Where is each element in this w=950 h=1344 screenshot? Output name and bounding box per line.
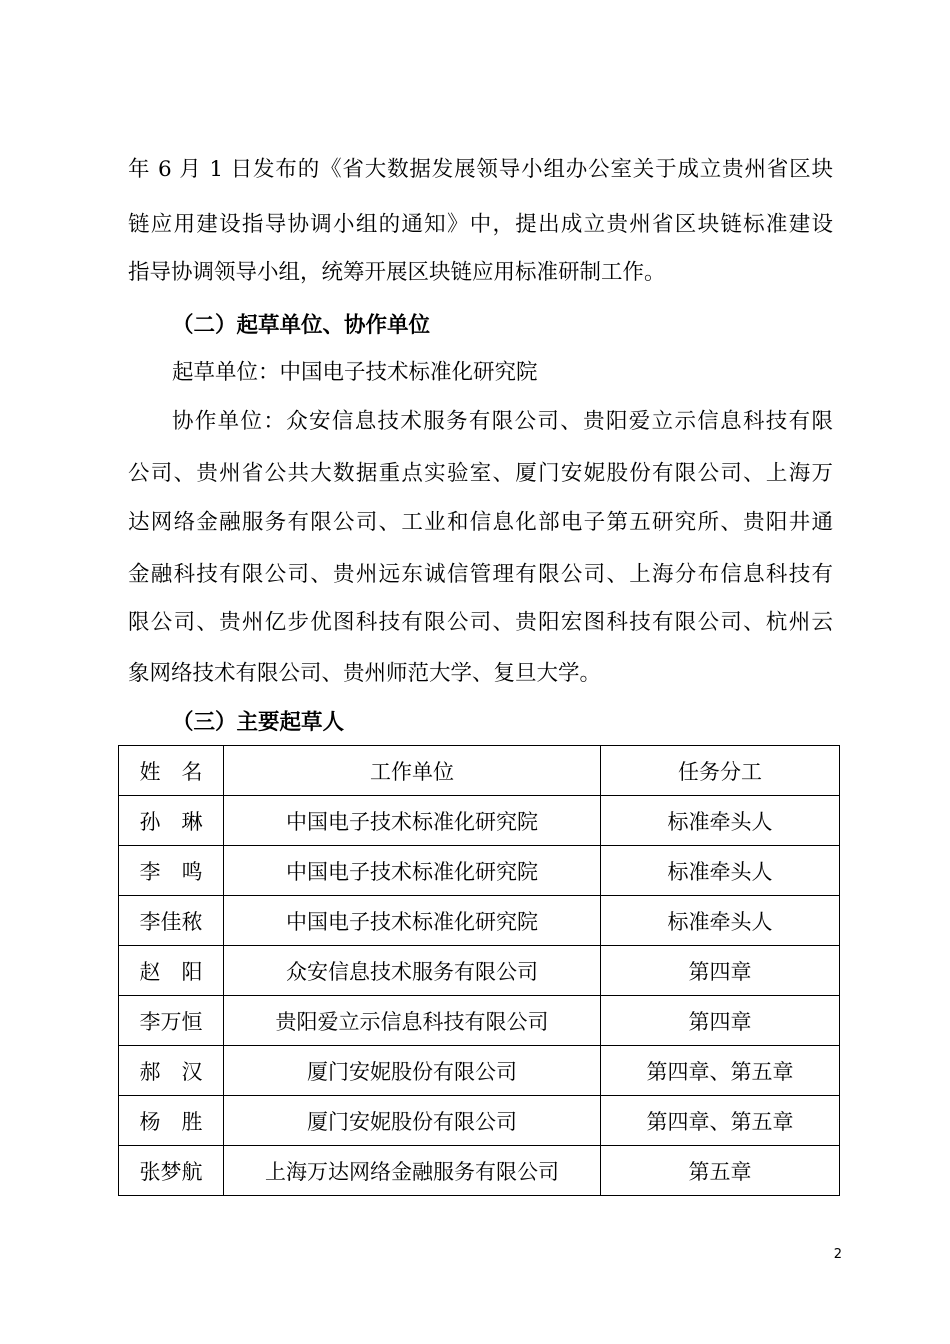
cell-name: 李万恒 [119,996,224,1046]
section-heading-main-drafters: （三）主要起草人 [172,710,345,735]
cell-task: 标准牵头人 [601,896,840,946]
table-row [119,1146,840,1196]
cell-name: 杨 胜 [119,1096,224,1146]
page-number: 2 [833,1247,842,1262]
header-organization: 工作单位 [224,746,601,796]
table-row [119,996,840,1046]
cell-name: 李佳秾 [119,896,224,946]
cell-name: 李 鸣 [119,846,224,896]
section-heading-drafting-units: （二）起草单位、协作单位 [172,313,431,338]
table-row [119,1096,840,1146]
cell-organization: 贵阳爱立示信息科技有限公司 [224,996,601,1046]
cell-organization: 厦门安妮股份有限公司 [224,1046,601,1096]
cell-task: 第四章 [601,996,840,1046]
table-header-row [119,746,840,796]
cell-task: 第四章、第五章 [601,1096,840,1146]
text-line: 公司、贵州省公共大数据重点实验室、厦门安妮股份有限公司、上海万 [128,461,833,486]
text-line: 年 6 月 1 日发布的《省大数据发展领导小组办公室关于成立贵州省区块 [128,157,833,182]
table-row [119,796,840,846]
table-row [119,896,840,946]
cell-task: 标准牵头人 [601,846,840,896]
cell-organization: 中国电子技术标准化研究院 [224,896,601,946]
table-row [119,1046,840,1096]
cell-name: 孙 琳 [119,796,224,846]
text-line: 指导协调领导小组，统筹开展区块链应用标准研制工作。 [128,260,666,285]
cell-name: 赵 阳 [119,946,224,996]
header-name: 姓 名 [119,746,224,796]
text-line: 限公司、贵州亿步优图科技有限公司、贵阳宏图科技有限公司、杭州云 [128,610,833,635]
cell-organization: 众安信息技术服务有限公司 [224,946,601,996]
header-task: 任务分工 [601,746,840,796]
text-line: 象网络技术有限公司、贵州师范大学、复旦大学。 [128,661,602,686]
cell-task: 标准牵头人 [601,796,840,846]
drafters-table [118,745,840,1196]
drafting-unit-line: 起草单位：中国电子技术标准化研究院 [172,360,538,385]
cell-name: 郝 汉 [119,1046,224,1096]
cell-name: 张梦航 [119,1146,224,1196]
cell-organization: 中国电子技术标准化研究院 [224,796,601,846]
text-line: 金融科技有限公司、贵州远东诚信管理有限公司、上海分布信息科技有 [128,562,833,587]
table-row [119,946,840,996]
text-line: 达网络金融服务有限公司、工业和信息化部电子第五研究所、贵阳井通 [128,510,833,535]
cell-organization: 上海万达网络金融服务有限公司 [224,1146,601,1196]
cell-task: 第四章 [601,946,840,996]
cell-task: 第五章 [601,1146,840,1196]
table-row [119,846,840,896]
text-line: 协作单位：众安信息技术服务有限公司、贵阳爱立示信息科技有限 [172,409,833,434]
cell-organization: 厦门安妮股份有限公司 [224,1096,601,1146]
cell-organization: 中国电子技术标准化研究院 [224,846,601,896]
text-line: 链应用建设指导协调小组的通知》中，提出成立贵州省区块链标准建设 [128,212,833,237]
cell-task: 第四章、第五章 [601,1046,840,1096]
